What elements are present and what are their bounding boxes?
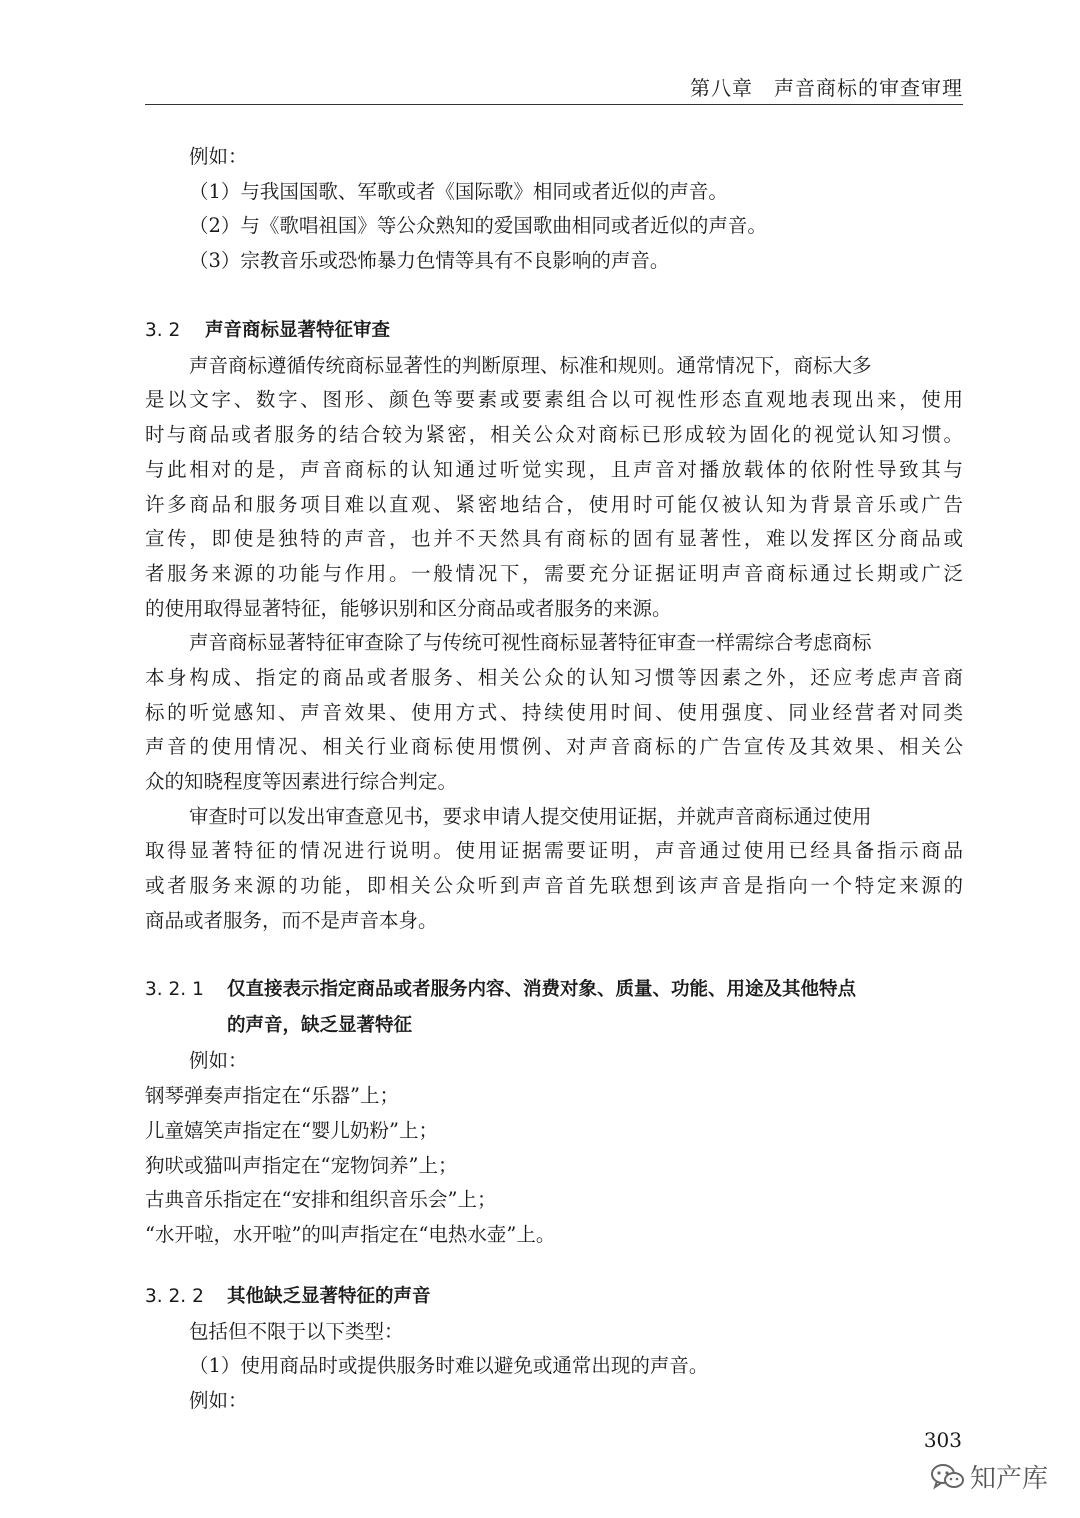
page-body <box>145 140 963 1419</box>
section-heading-3-2 <box>145 313 963 349</box>
list-item: （1）与我国国歌、军歌或者《国际歌》相同或者近似的声音。 <box>189 179 728 203</box>
paragraph-line: 众的知晓程度等因素进行综合判定。 <box>145 770 458 793</box>
paragraph-line: 者服务来源的功能与作用。一般情况下，需要充分证据证明声音商标通过长期或广泛 <box>145 561 963 585</box>
section-title: 仅直接表示指定商品或者服务内容、消费对象、质量、功能、用途及其他特点 <box>227 979 857 1001</box>
paragraph-line: 声音商标显著特征审查除了与传统可视性商标显著特征审查一样需综合考虑商标 <box>189 631 872 655</box>
section-title: 其他缺乏显著特征的声音 <box>227 1285 431 1307</box>
section-title: 声音商标显著特征审查 <box>205 319 391 341</box>
wechat-icon <box>930 1462 964 1492</box>
header-divider <box>145 104 963 105</box>
list-item: （2）与《歌唱祖国》等公众熟知的爱国歌曲相同或者近似的声音。 <box>189 214 767 238</box>
section-heading-3-2-1 <box>145 972 963 1008</box>
paragraph-line: 声音商标遵循传统商标显著性的判断原理、标准和规则。通常情况下，商标大多 <box>189 353 872 377</box>
page-number: 303 <box>923 1428 962 1452</box>
section-number: 3. 2 <box>145 319 181 341</box>
text-line: 例如： <box>189 145 248 168</box>
text-line: 包括但不限于以下类型： <box>189 1319 404 1343</box>
example-line: 狗吠或猫叫声指定在“宠物饲养”上； <box>145 1153 458 1177</box>
paragraph-line: 取得显著特征的情况进行说明。使用证据需要证明，声音通过使用已经具备指示商品 <box>145 839 963 863</box>
list-item: （1）使用商品时或提供服务时难以避免或通常出现的声音。 <box>189 1354 709 1378</box>
text-line: 例如： <box>189 1388 248 1412</box>
paragraph-line: 许多商品和服务项目难以直观、紧密地结合，使用时可能仅被认知为背景音乐或广告 <box>145 492 963 516</box>
paragraph-line: 或者服务来源的功能，即相关公众听到声音首先联想到该声音是指向一个特定来源的 <box>145 874 963 898</box>
watermark-text: 知产库 <box>970 1464 1049 1494</box>
list-item: （3）宗教音乐或恐怖暴力色情等具有不良影响的声音。 <box>189 249 670 273</box>
paragraph-line: 声音的使用情况、相关行业商标使用惯例、对声音商标的广告宣传及其效果、相关公 <box>145 735 963 759</box>
paragraph-line: 审查时可以发出审查意见书，要求申请人提交使用证据，并就声音商标通过使用 <box>189 804 872 828</box>
paragraph-line: 宣传，即使是独特的声音，也并不天然具有商标的固有显著性，难以发挥区分商品或 <box>145 527 963 551</box>
paragraph-line: 是以文字、数字、图形、颜色等要素或要素组合以可视性形态直观地表现出来，使用 <box>145 388 963 412</box>
text-line: 例如： <box>189 1049 248 1073</box>
example-line: 古典音乐指定在“安排和组织音乐会”上； <box>145 1188 497 1212</box>
watermark <box>930 1458 1048 1495</box>
paragraph-line: 的使用取得显著特征，能够识别和区分商品或者服务的来源。 <box>145 596 672 620</box>
section-heading-3-2-2 <box>145 1279 963 1315</box>
section-number: 3. 2. 1 <box>145 979 204 1001</box>
paragraph-line: 时与商品或者服务的结合较为紧密，相关公众对商标已形成较为固化的视觉认知习惯。 <box>145 423 963 447</box>
paragraph-line: 本身构成、指定的商品或者服务、相关公众的认知习惯等因素之外，还应考虑声音商 <box>145 665 963 689</box>
section-title-continued: 的声音，缺乏显著特征 <box>227 1015 413 1037</box>
example-line: 钢琴弹奏声指定在“乐器”上； <box>145 1084 399 1108</box>
example-line: 儿童嬉笑声指定在“婴儿奶粉”上； <box>145 1118 438 1142</box>
running-header: 第八章 声音商标的审查审理 <box>690 76 963 100</box>
example-line: “水开啦，水开啦”的叫声指定在“电热水壶”上。 <box>145 1222 556 1246</box>
paragraph-line: 与此相对的是，声音商标的认知通过听觉实现，且声音对播放载体的依附性导致其与 <box>145 457 963 481</box>
section-number: 3. 2. 2 <box>145 1285 204 1307</box>
paragraph-line: 标的听觉感知、声音效果、使用方式、持续使用时间、使用强度、同业经营者对同类 <box>145 700 963 724</box>
paragraph-line: 商品或者服务，而不是声音本身。 <box>145 908 438 932</box>
